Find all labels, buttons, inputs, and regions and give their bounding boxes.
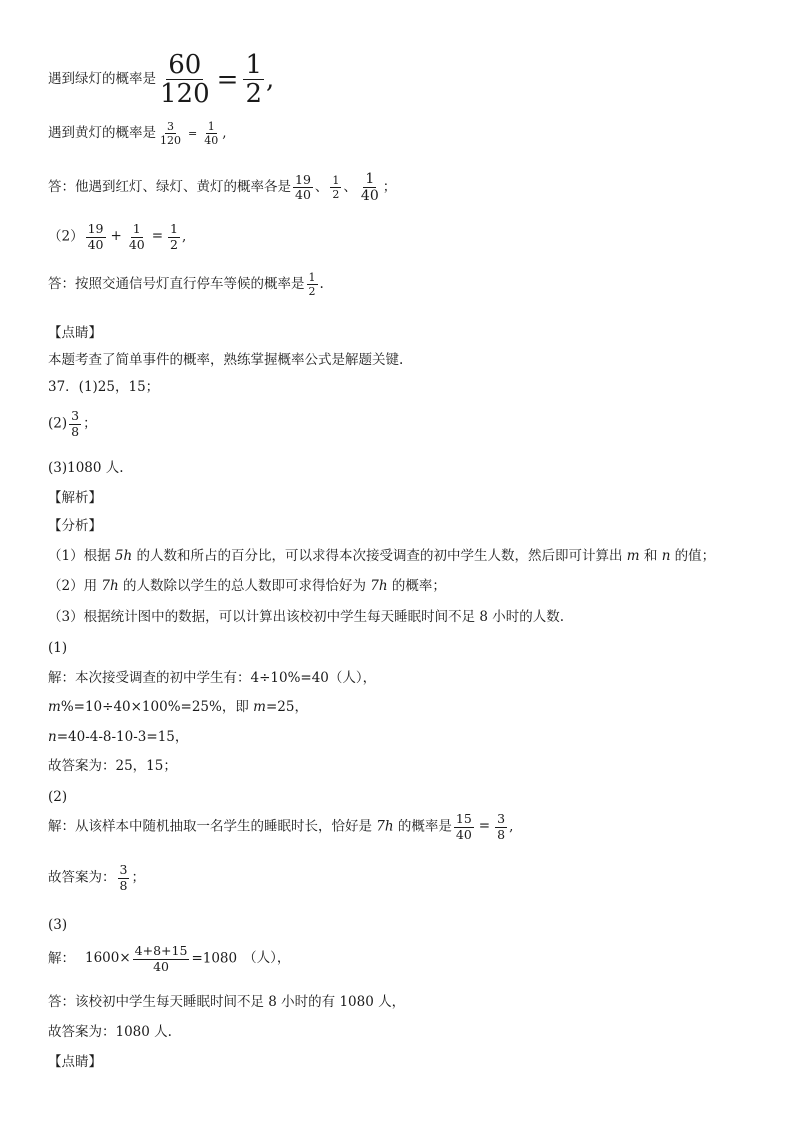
text: =40-4-8-10-3=15， [56, 729, 189, 745]
fraction-3-8 [69, 410, 81, 438]
denominator: 2 [170, 236, 178, 252]
fraction-19-40 [293, 171, 313, 202]
denominator: 8 [71, 423, 80, 439]
numerator: 1 [170, 221, 178, 236]
text: 和 [639, 548, 662, 564]
variable: 5h [114, 548, 133, 564]
numerator: 4+8+15 [134, 943, 188, 958]
separator: 、 [314, 178, 329, 195]
question-37-answer-3: (3)1080 人. [48, 460, 124, 476]
text: 解：从该样本中随机抽取一名学生的睡眠时长，恰好是 [48, 818, 377, 835]
equals-sign: = [478, 818, 491, 835]
equals-sign: = [188, 127, 198, 140]
separator: 、 [343, 178, 357, 195]
denominator: 40 [360, 188, 379, 204]
solution-line-n [48, 731, 188, 745]
numerator: 1 [132, 221, 141, 236]
fraction-15-40 [454, 813, 474, 841]
variable: 7h [101, 578, 119, 594]
semicolon: ； [83, 415, 97, 432]
fraction-sum-over-40 [133, 945, 190, 973]
text: 遇到绿灯的概率是 [48, 70, 156, 87]
denominator: 2 [308, 285, 316, 298]
text: 故答案为： [48, 869, 116, 886]
solution-line-m [48, 701, 308, 715]
text: (2) [48, 415, 68, 432]
analysis-step-1 [48, 550, 715, 564]
period: . [319, 275, 324, 292]
line-answer-probabilities [48, 172, 396, 203]
numerator: 3 [119, 862, 128, 877]
numerator: 19 [295, 171, 311, 187]
fraction-1-2 [243, 52, 264, 107]
section-heading-dianjing: 【点睛】 [48, 325, 102, 341]
fraction-60-120 [158, 52, 212, 107]
expression: 1600× [85, 950, 131, 967]
variable: n [661, 548, 671, 564]
denominator: 40 [153, 958, 169, 974]
section-heading-jiexi: 【解析】 [48, 490, 102, 506]
text-line: 本题考查了简单事件的概率，熟练掌握概率公式是解题关键. [48, 352, 404, 368]
text: 解： [48, 950, 75, 967]
solution-line: 解：本次接受调查的初中学生有：4÷10%=40（人）， [48, 670, 377, 686]
numerator: 3 [71, 408, 80, 423]
line-yellow-light-probability [48, 121, 227, 146]
answer-line: 故答案为：1080 人. [48, 1024, 172, 1040]
comma: , [265, 64, 275, 95]
variable: 7h [376, 818, 394, 835]
variable: m [626, 548, 640, 564]
part-label-1: (1) [48, 640, 68, 656]
denominator: 40 [204, 134, 219, 147]
denominator: 120 [160, 79, 210, 109]
fraction-1-40 [202, 121, 220, 146]
section-heading-dianjing: 【点睛】 [48, 1054, 102, 1070]
analysis-step-2 [48, 580, 446, 594]
numerator: 60 [168, 50, 202, 80]
semicolon: ； [131, 869, 145, 886]
variable: 7h [370, 578, 388, 594]
numerator: 1 [308, 271, 316, 284]
comma: , [181, 228, 187, 245]
text: 答：他遇到红灯、绿灯、黄灯的概率各是 [48, 178, 291, 195]
denominator: 8 [119, 877, 128, 893]
text: 的概率； [387, 578, 446, 594]
numerator: 15 [455, 811, 472, 826]
line-answer-waiting-probability [48, 272, 324, 297]
solution-line-probability [48, 813, 513, 841]
text: （2）用 [48, 578, 102, 594]
question-37-answer-1: 37．(1)25，15； [48, 379, 160, 395]
variable: m [48, 699, 61, 715]
numerator: 19 [87, 221, 104, 236]
text: （2） [48, 228, 84, 245]
expression: =1080 [191, 950, 238, 967]
comma: , [222, 124, 227, 141]
comma: , [509, 818, 514, 835]
solution-line-count [48, 945, 290, 973]
numerator: 3 [167, 120, 174, 133]
section-heading-fenxi: 【分析】 [48, 518, 102, 534]
denominator: 40 [455, 826, 472, 842]
text: =25， [265, 699, 308, 715]
numerator: 1 [245, 50, 262, 80]
text: 答：按照交通信号灯直行停车等候的概率是 [48, 275, 305, 292]
fraction-3-8 [495, 813, 507, 841]
analysis-step-3: （3）根据统计图中的数据，可以计算出该校初中学生每天睡眠时间不足 8 小时的人数. [48, 609, 565, 625]
text: （1）根据 [48, 548, 115, 564]
denominator: 120 [160, 134, 181, 147]
denominator: 40 [87, 236, 104, 252]
text: 的人数除以学生的总人数即可求得恰好为 [118, 578, 371, 594]
fraction-19-40 [86, 223, 106, 251]
numerator: 3 [497, 811, 506, 826]
numerator: 1 [207, 120, 215, 133]
denominator: 8 [497, 826, 506, 842]
denominator: 2 [245, 79, 262, 109]
equals-sign: = [216, 64, 239, 95]
numerator: 1 [365, 171, 375, 187]
semicolon: ； [382, 178, 397, 195]
equals-sign: = [151, 228, 164, 245]
text: 的值； [670, 548, 716, 564]
numerator: 1 [332, 174, 340, 187]
fraction-1-2 [168, 223, 180, 251]
part-label-3: (3) [48, 917, 68, 933]
answer-line: 故答案为：25，15； [48, 758, 177, 774]
fraction-1-40 [359, 172, 381, 203]
text: %=10÷40×100%=25%，即 [60, 699, 254, 715]
denominator: 2 [332, 188, 340, 201]
plus-sign: + [110, 228, 122, 245]
answer-line-fraction [48, 864, 145, 892]
variable: n [48, 729, 57, 745]
variable: m [253, 699, 266, 715]
line-part2-sum [48, 223, 186, 251]
denominator: 40 [295, 187, 311, 202]
part-label-2: (2) [48, 789, 68, 805]
fraction-3-8 [118, 864, 130, 892]
answer-line: 答：该校初中学生每天睡眠时间不足 8 小时的有 1080 人， [48, 994, 406, 1010]
fraction-1-2 [307, 272, 318, 297]
fraction-3-120 [158, 121, 183, 146]
denominator: 40 [128, 236, 145, 252]
text: 遇到黄灯的概率是 [48, 124, 156, 141]
text: 的概率是 [393, 818, 452, 835]
fraction-1-2 [330, 175, 341, 200]
fraction-1-40 [127, 223, 147, 251]
text: 的人数和所占的百分比，可以求得本次接受调查的初中学生人数，然后即可计算出 [132, 548, 627, 564]
line-green-light-probability [48, 52, 274, 107]
question-37-answer-2 [48, 410, 97, 438]
text: （人）， [243, 950, 291, 967]
